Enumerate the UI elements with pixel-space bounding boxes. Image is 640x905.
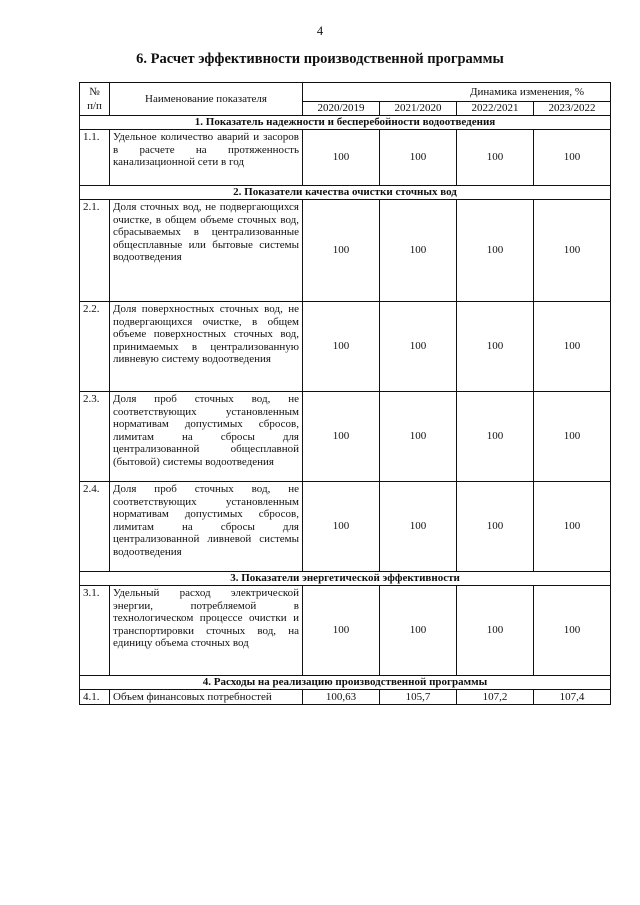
row-number: 2.4. — [80, 482, 110, 572]
value-cell: 100 — [303, 200, 380, 302]
value-cell: 100 — [534, 586, 611, 676]
value-cell: 100 — [534, 392, 611, 482]
value-cell: 100 — [534, 302, 611, 392]
section-title: 4. Расходы на реализацию производственной программы — [80, 676, 611, 690]
table-row — [80, 200, 611, 302]
value-cell: 100 — [457, 482, 534, 572]
indicator-name: Доля проб сточных вод, не соответствующих установленным нормативам допустимых сбросов, лимитам на сбросы для централизованной ливневой системы водоотведения — [110, 482, 303, 572]
value-cell: 100 — [380, 302, 457, 392]
value-cell: 100 — [380, 200, 457, 302]
value-cell: 100 — [303, 586, 380, 676]
table-row — [80, 130, 611, 186]
section-row — [80, 186, 611, 200]
indicator-name: Доля сточных вод, не подвергающихся очистке, в общем объеме сточных вод, сбрасываемых в централизованные общесплавные или бытовые системы водоотведения — [110, 200, 303, 302]
indicator-name: Удельное количество аварий и засоров в расчете на протяженность канализационной сети в год — [110, 130, 303, 186]
page-number: 4 — [316, 24, 324, 38]
section-row — [80, 116, 611, 130]
header-num-label: № п/п — [87, 86, 102, 112]
value-cell: 100 — [534, 200, 611, 302]
section-row — [80, 676, 611, 690]
value-cell: 100 — [457, 200, 534, 302]
row-number: 2.3. — [80, 392, 110, 482]
value-cell: 100 — [457, 130, 534, 186]
value-cell: 100 — [534, 482, 611, 572]
efficiency-table — [79, 82, 611, 705]
value-cell: 100 — [534, 130, 611, 186]
indicator-name: Доля поверхностных сточных вод, не подвергающихся очистке, в общем объеме поверхностных сточных вод, принимаемых в централизованную ливневую систему водоотведения — [110, 302, 303, 392]
header-name: Наименование показателя — [110, 83, 303, 116]
table-row — [80, 586, 611, 676]
value-cell: 100,63 — [303, 690, 380, 705]
table-row — [80, 482, 611, 572]
table-row — [80, 690, 611, 705]
header-period: 2023/2022 — [534, 102, 611, 116]
value-cell: 100 — [303, 392, 380, 482]
row-number: 3.1. — [80, 586, 110, 676]
section-title: 2. Показатели качества очистки сточных вод — [80, 186, 611, 200]
row-number: 4.1. — [80, 690, 110, 705]
value-cell: 100 — [457, 302, 534, 392]
section-title: 1. Показатель надежности и бесперебойности водоотведения — [80, 116, 611, 130]
value-cell: 100 — [457, 392, 534, 482]
value-cell: 107,4 — [534, 690, 611, 705]
value-cell: 100 — [380, 130, 457, 186]
header-dynamics: Динамика изменения, % — [303, 83, 611, 102]
table-row — [80, 392, 611, 482]
row-number: 1.1. — [80, 130, 110, 186]
indicator-name: Доля проб сточных вод, не соответствующих установленным нормативам допустимых сбросов, лимитам на сбросы для централизованной общесплавной (бытовой) системы водоотведения — [110, 392, 303, 482]
value-cell: 100 — [303, 302, 380, 392]
row-number: 2.1. — [80, 200, 110, 302]
row-number: 2.2. — [80, 302, 110, 392]
value-cell: 100 — [380, 482, 457, 572]
section-title: 3. Показатели энергетической эффективности — [80, 572, 611, 586]
table-row — [80, 302, 611, 392]
header-num — [80, 83, 110, 116]
value-cell: 100 — [380, 586, 457, 676]
indicator-name: Объем финансовых потребностей — [110, 690, 303, 705]
value-cell: 100 — [457, 586, 534, 676]
value-cell: 105,7 — [380, 690, 457, 705]
header-period: 2022/2021 — [457, 102, 534, 116]
page-title: 6. Расчет эффективности производственной программы — [136, 51, 504, 67]
section-row — [80, 572, 611, 586]
header-period: 2020/2019 — [303, 102, 380, 116]
header-period: 2021/2020 — [380, 102, 457, 116]
value-cell: 100 — [303, 130, 380, 186]
value-cell: 100 — [303, 482, 380, 572]
header-row — [80, 83, 611, 102]
value-cell: 100 — [380, 392, 457, 482]
indicator-name: Удельный расход электрической энергии, потребляемой в технологическом процессе очистки и транспортировки сточных вод, на единицу объема сточных вод — [110, 586, 303, 676]
value-cell: 107,2 — [457, 690, 534, 705]
